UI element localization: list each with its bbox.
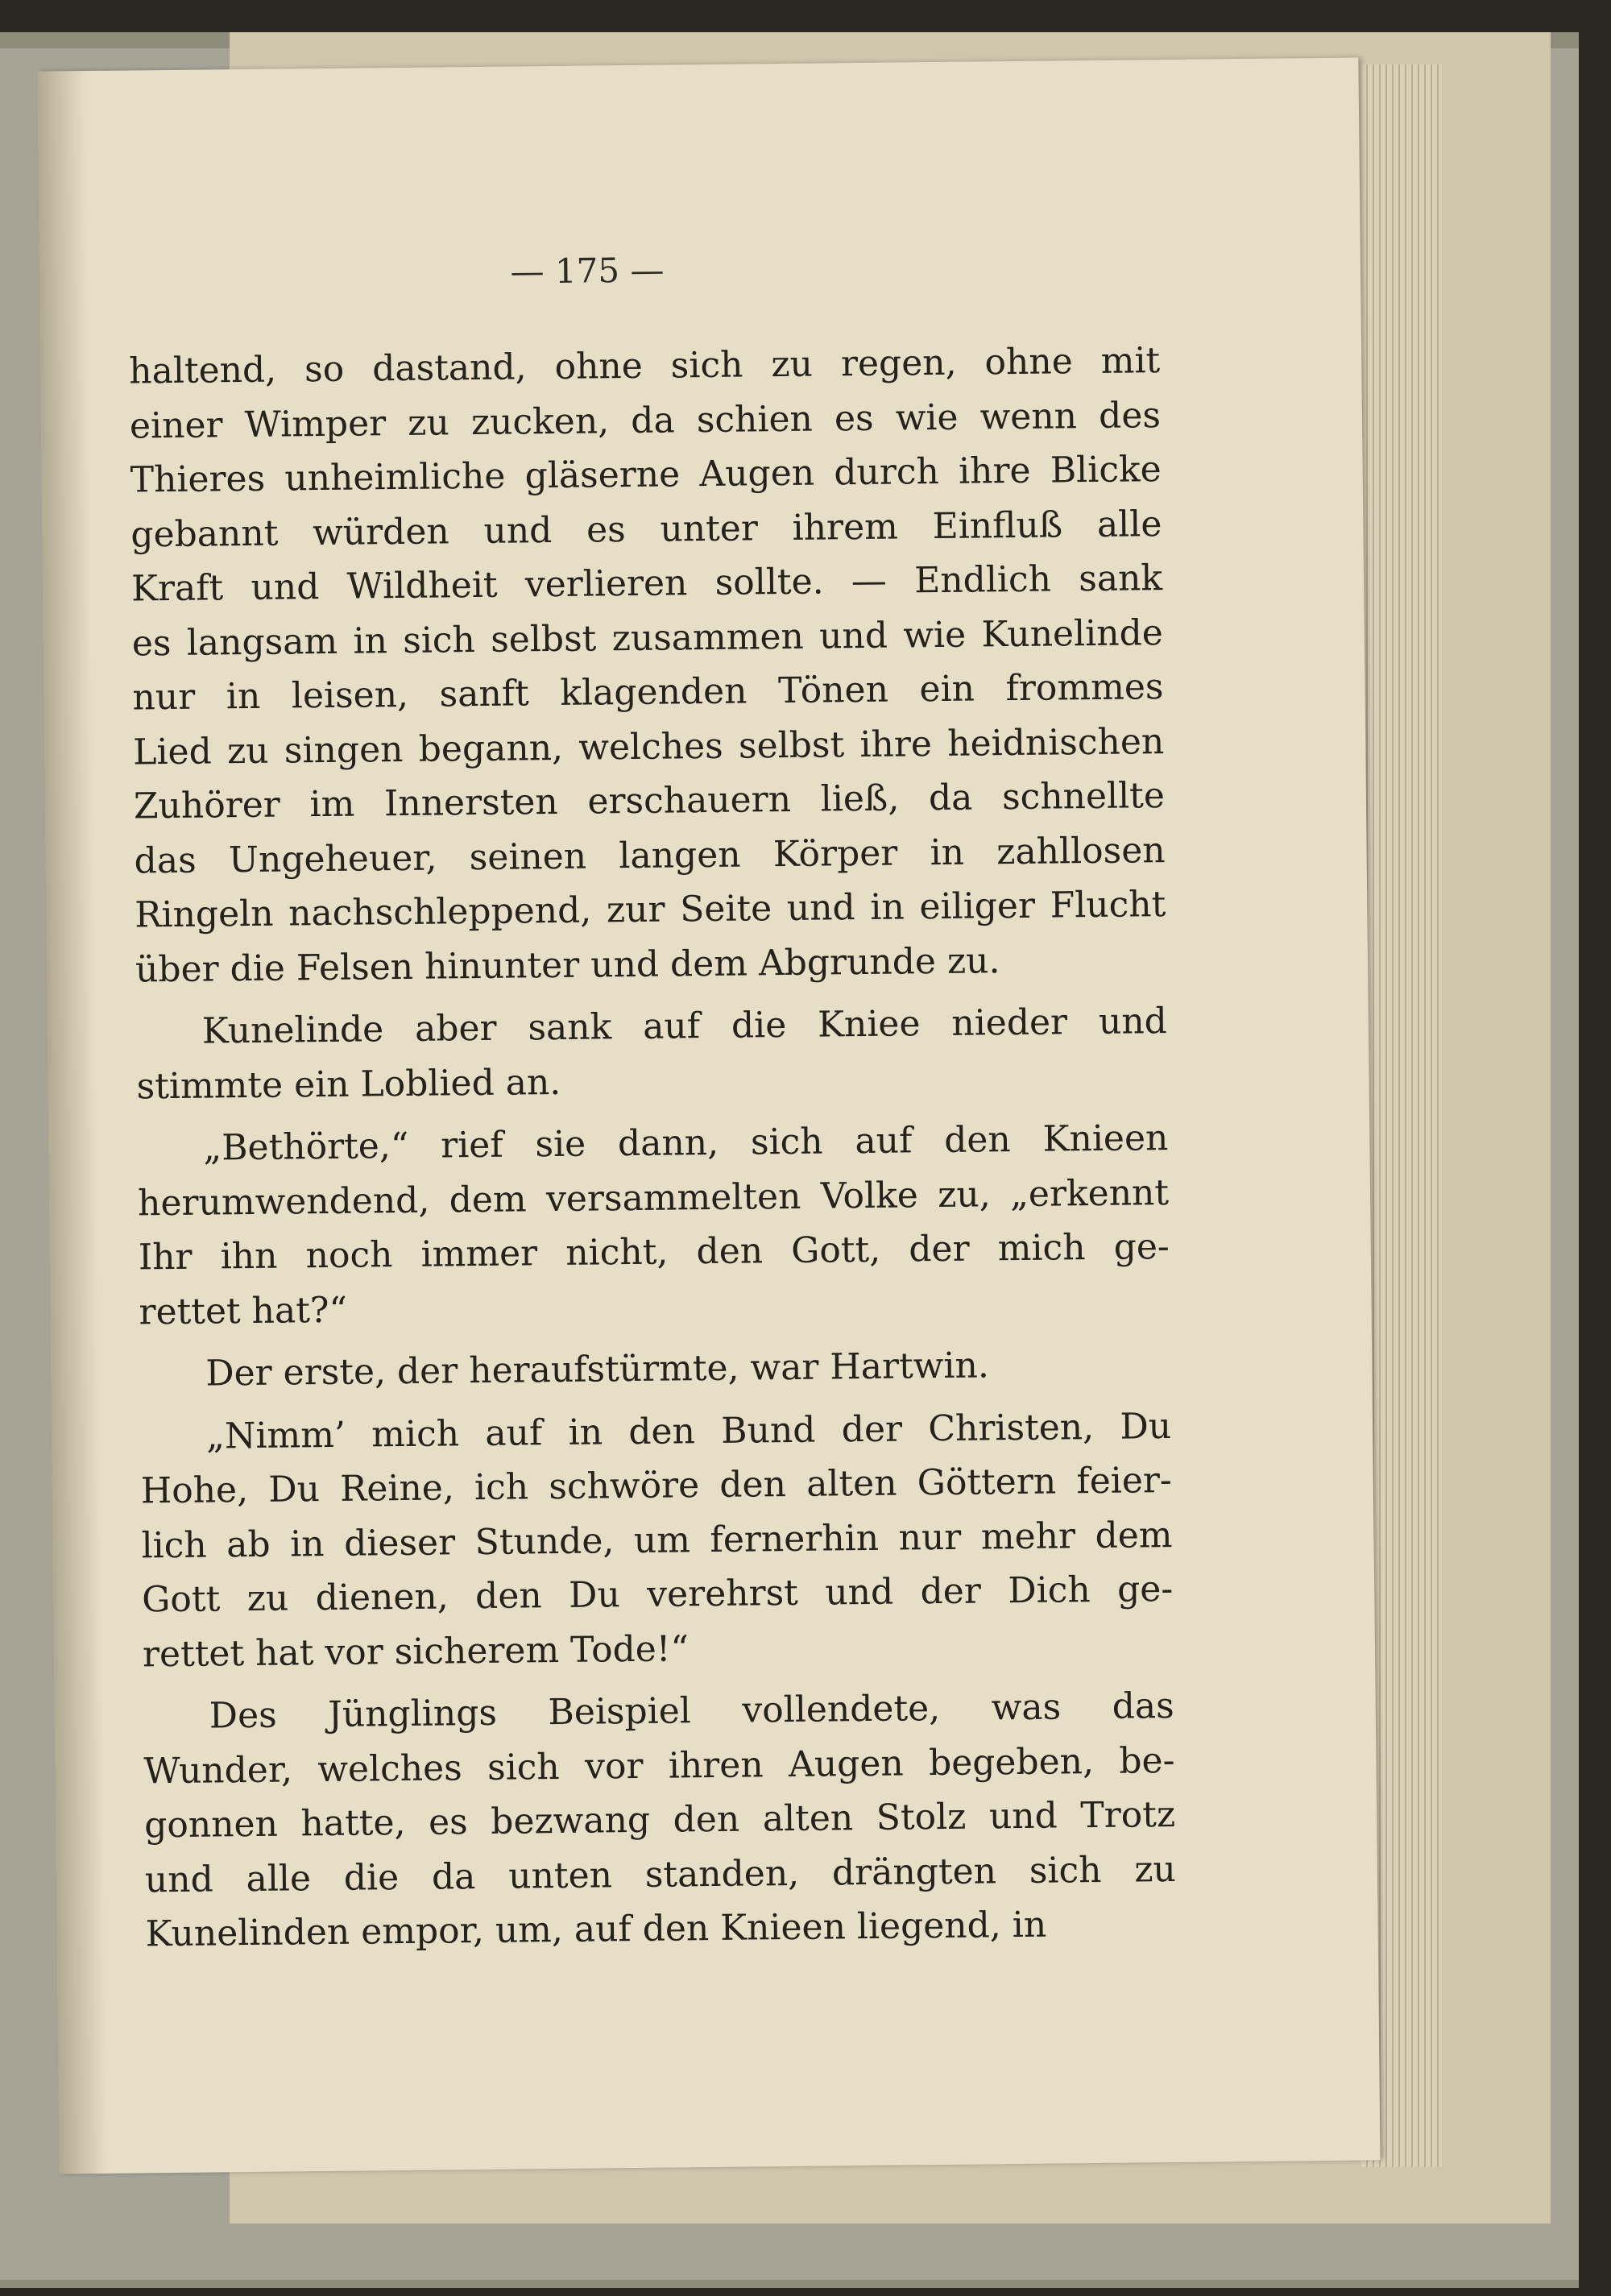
text-line: Kunelinde aber sank auf die Kniee nieder und [201,1001,1168,1052]
paragraph [129,334,1166,997]
text-line: nur in leisen, sanft klagenden Tönen ein frommes [132,666,1164,719]
text-line: Kunelinden empor, um, auf den Knieen liegend, in [145,1904,1047,1955]
paragraph [137,1111,1170,1339]
body-text [129,334,1177,1962]
text-line: Kraft und Wildheit verlieren sollte. — Endlich sank [130,557,1163,610]
text-line: Ringeln nachschleppend, zur Seite und in eiliger Flucht [135,884,1166,936]
page-number: — 175 — [510,250,665,292]
text-line: „Bethörte,“ rief sie dann, sich auf den Knieen [203,1117,1169,1169]
paragraph [143,1679,1176,1962]
text-line: das Ungeheuer, seinen langen Körper in zahllosen [134,829,1166,881]
text-line: herumwendend, dem versammelten Volke zu, „erkennt [137,1171,1170,1224]
text-line: es langsam in sich selbst zusammen und wie Kunelinde [131,611,1164,664]
text-line: und alle die da unten standen, drängten sich zu [144,1848,1177,1900]
book-page [37,57,1380,2174]
text-line: lich ab in dieser Stunde, um fernerhin nur mehr dem [141,1514,1173,1566]
text-line: Hohe, Du Reine, ich schwöre den alten Göttern feier- [140,1460,1173,1512]
paragraph [136,994,1168,1113]
text-line: stimmte ein Loblied an. [136,1061,561,1107]
text-line: Ihr ihn noch immer nicht, den Gott, der mich ge- [138,1226,1170,1279]
text-line: einer Wimper zu zucken, da schien es wie wenn des [129,394,1162,446]
text-line: haltend, so dastand, ohne sich zu regen, ohne mit [129,340,1161,392]
text-line: Des Jünglings Beispiel vollendete, was das [209,1685,1174,1737]
text-line: rettet hat vor sicherem Tode!“ [142,1627,690,1675]
text-line: „Nimm’ mich auf in den Bund der Christen, Du [205,1405,1172,1457]
text-line: rettet hat?“ [139,1289,348,1332]
text-line: Lied zu singen begann, welches selbst ihre heidnischen [132,720,1165,773]
text-line: über die Felsen hinunter und dem Abgrunde zu. [135,939,1000,990]
text-line: Gott zu dienen, den Du verehrst und der Dich ge- [141,1569,1174,1621]
text-line: Zuhörer im Innersten erschauern ließ, da schnellte [133,775,1166,827]
text-line: Thieres unheimliche gläserne Augen durch ihre Blicke [130,449,1162,501]
text-line: Wunder, welches sich vor ihren Augen begeben, be- [143,1739,1175,1792]
paragraph [140,1399,1174,1682]
text-line: gebannt würden und es unter ihrem Einfluß alle [130,503,1162,555]
text-line: Der erste, der heraufstürmte, war Hartwin. [205,1345,990,1395]
text-line: gonnen hatte, es bezwang den alten Stolz und Trotz [143,1793,1176,1846]
